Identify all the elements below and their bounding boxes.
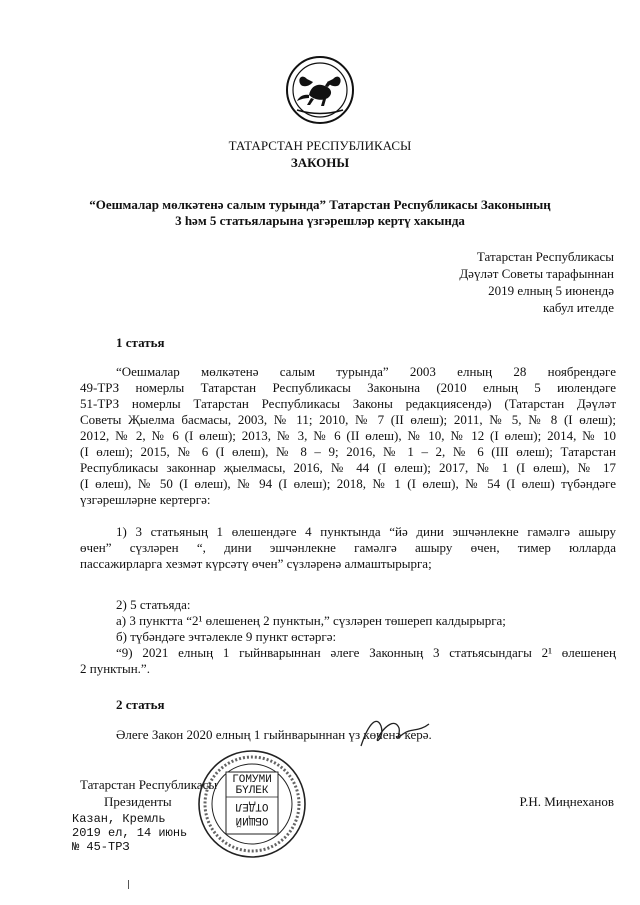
item2-quote-line1: “9) 2021 елның 1 гыйнварыннан әлеге Законның 3 статьясындагы 2¹ өлешенең [116, 645, 616, 660]
article1-intro-line: “Оешмалар мөлкәтенә салым турында” 2003 елның 28 ноябрендәге [116, 364, 616, 379]
article1-intro-line: (I өлеш), № 50 (I өлеш), № 94 (I өлеш); 2018, № 1 (I өлеш), № 54 (I өлеш) түбәндәге [80, 476, 616, 491]
article2-heading: 2 статья [116, 697, 165, 712]
stamp-line3: ОТДЕЛ [235, 800, 269, 812]
stamp-line4: ОБЩИЙ [235, 814, 269, 826]
stamp-line1: ГОМУМИ [232, 774, 272, 786]
item1-line: 1) 3 статьяның 1 өлешендәге 4 пунктында “йә дини эшчәнлекне гамәлгә ашыру [116, 524, 616, 539]
article1-heading: 1 статья [116, 335, 165, 350]
law-title-line2: 3 һәм 5 статьяларына үзгәрешләр кертү хакында [175, 213, 465, 228]
adoption-line: 2019 елның 5 июнендә [488, 283, 614, 298]
laws-heading: ЗАКОНЫ [290, 155, 350, 170]
article1-intro-line: 2012, № 2, № 6 (I өлеш); 2013, № 3, № 6 (II өлеш), № 10, № 12 (I өлеш); 2014, № 10 [80, 428, 616, 443]
signature-scribble [355, 712, 435, 752]
article1-intro-line: Республикасы законнар җыелмасы, 2016, № 44 (I өлеш); 2017, № 1 (I өлеш), № 17 [80, 460, 616, 475]
signature-name: Р.Н. Миңнеханов [519, 794, 614, 809]
item1-line: өчен” сүзләрен “, дини эшчәнлекне гамәлгә ашыру өчен, тимер юлларда [80, 540, 616, 555]
law-number-text: № 45-ТРЗ [72, 840, 130, 854]
signature-position-line2: Президенты [104, 794, 172, 809]
article2-text: Әлеге Закон 2020 елның 1 гыйнварыннан үз көченә керә. [116, 727, 432, 742]
article1-intro-line: 51-ТРЗ номерлы Татарстан Республикасы Законы редакциясендә) (Татарстан Дәүләт [80, 396, 616, 411]
adoption-line: Дәүләт Советы тарафыннан [459, 266, 614, 281]
republic-heading: ТАТАРСТАН РЕСПУБЛИКАСЫ [228, 138, 412, 153]
place-text: Казан, Кремль [72, 812, 166, 826]
adoption-block [459, 248, 614, 316]
article1-intro-line: Советы Җыелма басмасы, 2003, № 11; 2010, № 7 (II өлеш); 2011, № 5, № 8 (I өлеш); [80, 412, 616, 427]
law-title-line1: “Оешмалар мөлкәтенә салым турында” Татарстан Республикасы Законының [89, 197, 551, 212]
scan-mark [128, 880, 129, 889]
item2-heading: 2) 5 статьяда: [116, 597, 191, 612]
article1-intro-line: үзгәрешләрне кертергә: [80, 492, 211, 507]
article1-intro-line: 49-ТРЗ номерлы Татарстан Республикасы Законына (2010 елның 5 июлендәге [80, 380, 616, 395]
date-text: 2019 ел, 14 июнь [72, 826, 188, 840]
item1-line: пассажирларга хезмәт күрсәтү өчен” сүзләренә алмаштырырга; [80, 556, 432, 571]
stamp-line2: БҮЛЕК [235, 785, 269, 797]
tatarstan-emblem [285, 55, 355, 125]
item2-a: а) 3 пунктта “2¹ өлешенең 2 пунктын,” сүзләрен төшереп калдырырга; [116, 613, 506, 628]
article1-intro-line: (I өлеш); 2015, № 6 (I өлеш), № 8 – 9; 2016, № 1 – 2, № 6 (III өлеш); Татарстан [80, 444, 616, 459]
adoption-line: Татарстан Республикасы [476, 249, 614, 264]
item2-b: б) түбәндәге эчтәлекле 9 пункт өстәргә: [116, 629, 337, 644]
official-stamp [196, 748, 308, 860]
item2-quote-line2: 2 пунктын.”. [80, 661, 150, 676]
signature-position-line1: Татарстан Республикасы [80, 777, 218, 792]
adoption-line: кабул ителде [543, 300, 614, 315]
